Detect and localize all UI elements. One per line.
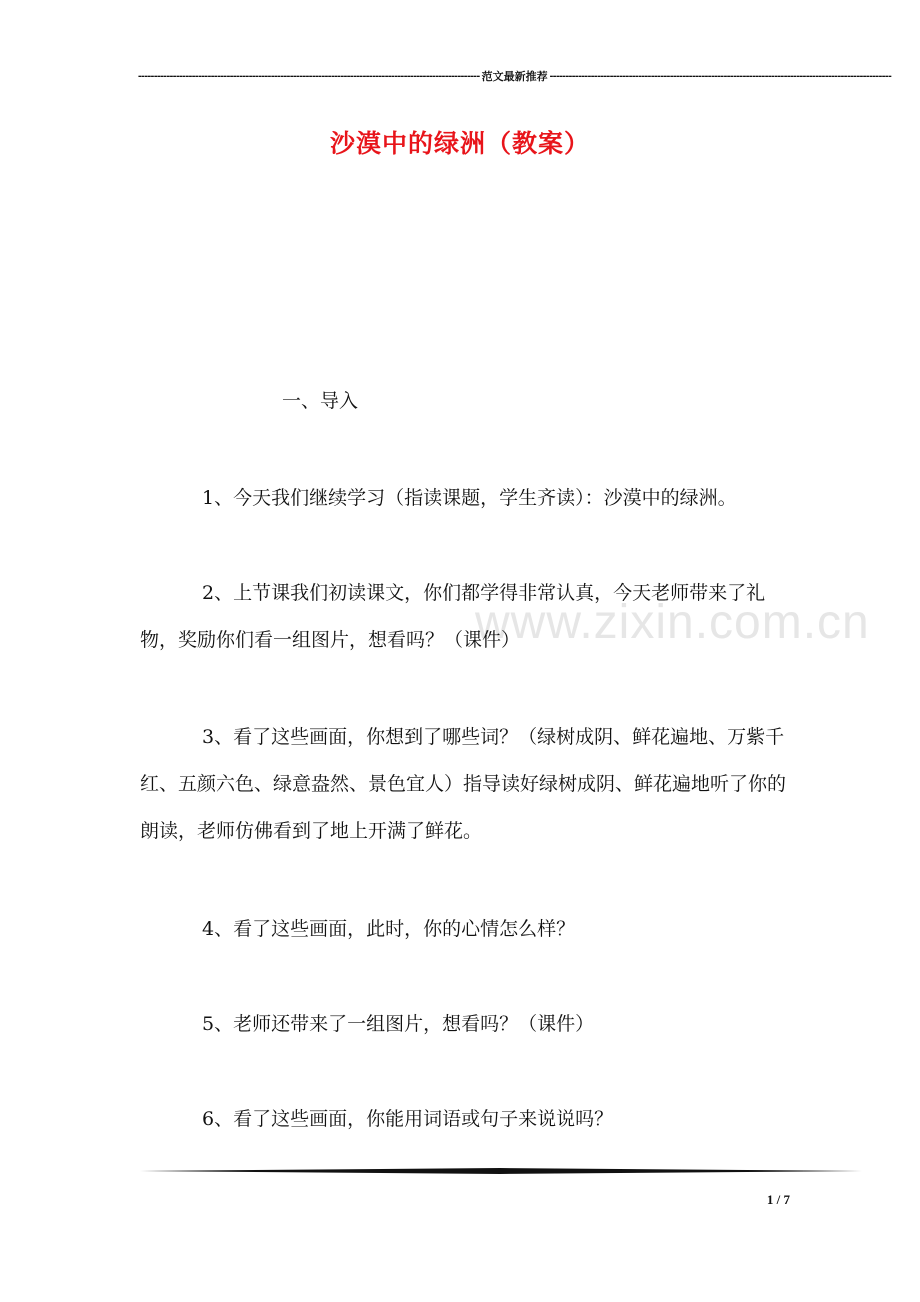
header-rule	[138, 68, 892, 84]
header-label: 范文最新推荐	[481, 71, 548, 83]
paragraph-text: 1、今天我们继续学习（指读课题，学生齐读）：沙漠中的绿洲。	[202, 487, 737, 509]
paragraph-text: 3、看了这些画面，你想到了哪些词？（绿树成阴、鲜花遍地、万紫千红、五颜六色、绿意盎然、景色宜人）指导读好绿树成阴、鲜花遍地听了你的朗读，老师仿佛看到了地上开满了鲜花。	[140, 726, 787, 842]
section-heading: 一、导入	[282, 390, 359, 412]
page-number: 1 / 7	[766, 1192, 790, 1207]
paragraph-text: 5、老师还带来了一组图片，想看吗？（课件）	[202, 1013, 595, 1035]
header-dashes-right: ------------------------------------------------------------------------------------------------------------	[549, 70, 892, 82]
document-title: 沙漠中的绿洲（教案）	[329, 129, 590, 158]
footer-divider	[140, 1165, 862, 1177]
paragraph-6	[140, 1096, 790, 1143]
paragraph-5	[140, 1001, 790, 1048]
paragraph-3	[140, 714, 790, 855]
paragraph-1	[140, 475, 790, 522]
paragraph-text: 4、看了这些画面，此时，你的心情怎么样？	[202, 918, 576, 940]
paragraph-text: 6、看了这些画面，你能用词语或句子来说说吗？	[202, 1108, 614, 1130]
paragraph-2	[140, 570, 790, 664]
watermark: www.zixin.com.cn	[475, 596, 870, 649]
paragraph-text: 2、上节课我们初读课文，你们都学得非常认真，今天老师带来了礼物，奖励你们看一组图片，想看吗？（课件）	[140, 582, 766, 651]
header-dashes-left: ------------------------------------------------------------------------------------------------------------	[138, 70, 480, 82]
paragraph-4	[140, 906, 790, 953]
